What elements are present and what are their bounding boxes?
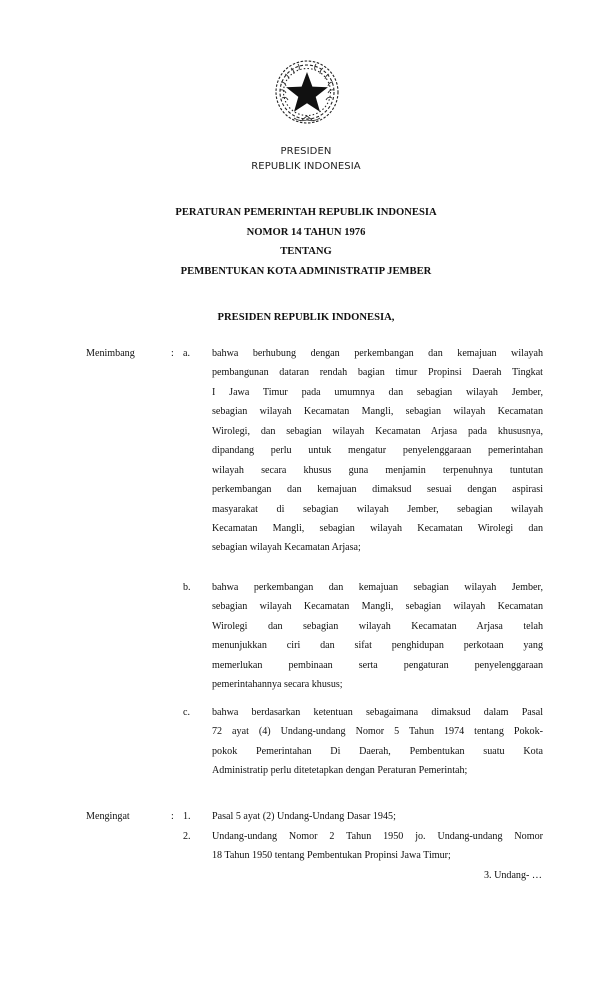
text-line: Kecamatan Mangli, sebagian wilayah Kecamatan Wirolegi dan (212, 522, 543, 534)
menimbang-marker-a: a. (183, 348, 191, 359)
text-line: Administratip perlu ditetetapkan dengan Peraturan Pemerintah; (212, 765, 468, 777)
text-line: sebagian wilayah Kecamatan Mangli, sebagian wilayah Kecamatan (212, 601, 543, 613)
text-line: Wirolegi dan sebagian wilayah Kecamatan Arjasa telah (212, 620, 543, 632)
regulation-tentang: TENTANG (280, 246, 332, 257)
text-line: masyarakat di sebagian wilayah Jember, sebagian wilayah (212, 503, 543, 515)
text-line: wilayah secara khusus guna menjamin terpenuhnya tuntutan (212, 464, 543, 476)
text-line: pokok Pemerintahan Di Daerah, Pembentukan suatu Kota (212, 745, 543, 757)
header-presiden: PRESIDEN (280, 146, 332, 157)
header-republik-indonesia: REPUBLIK INDONESIA (251, 161, 361, 172)
text-line: bahwa perkembangan dan kemajuan sebagian wilayah Jember, (212, 582, 543, 593)
mengingat-item-2 (212, 827, 543, 866)
text-line: sebagian wilayah Kecamatan Arjasa; (212, 542, 361, 554)
regulation-number: NOMOR 14 TAHUN 1976 (246, 227, 366, 238)
text-line: memerlukan pembinaan serta pengaturan penyelenggaraan (212, 659, 543, 671)
text-line: pembangunan dataran rendah bagian timur Propinsi Daerah Tingkat (212, 367, 543, 379)
text-line: 18 Tahun 1950 tentang Pembentukan Propinsi Jawa Timur; (212, 850, 451, 862)
issuer-heading: PRESIDEN REPUBLIK INDONESIA, (217, 312, 395, 323)
menimbang-label: Menimbang (86, 348, 135, 359)
presidential-emblem-icon (272, 58, 342, 128)
text-line: perkembangan dan kemajuan dimaksud sesuai dengan aspirasi (212, 484, 543, 496)
text-line: bahwa berdasarkan ketentuan sebagaimana dimaksud dalam Pasal (212, 707, 543, 718)
mengingat-marker-2: 2. (183, 831, 191, 842)
menimbang-item-c (212, 703, 543, 781)
text-line: pemerintahannya secara khusus; (212, 679, 343, 691)
text-line: I Jawa Timur pada umumnya dan sebagian wilayah Jember, (212, 386, 543, 398)
text-line: 72 ayat (4) Undang-undang Nomor 5 Tahun 1974 tentang Pokok- (212, 726, 543, 738)
menimbang-item-a (212, 344, 543, 558)
mengingat-marker-1: 1. (183, 811, 191, 822)
text-line: Wirolegi, dan sebagian wilayah Kecamatan Arjasa pada khususnya, (212, 425, 543, 437)
text-line: sebagian wilayah Kecamatan Mangli, sebagian wilayah Kecamatan (212, 406, 543, 418)
menimbang-item-b (212, 578, 543, 695)
mengingat-item-1 (212, 807, 543, 826)
text-line: Pasal 5 ayat (2) Undang-Undang Dasar 1945; (212, 811, 396, 822)
text-line: dipandang perlu untuk mengatur penyelenggaraan pemerintahan (212, 445, 543, 457)
menimbang-colon: : (171, 348, 174, 359)
menimbang-marker-c: c. (183, 707, 191, 718)
regulation-title: PERATURAN PEMERINTAH REPUBLIK INDONESIA (175, 207, 437, 218)
text-line: Undang-undang Nomor 2 Tahun 1950 jo. Undang-undang Nomor (212, 831, 543, 842)
mengingat-label: Mengingat (86, 811, 130, 822)
text-line: bahwa berhubung dengan perkembangan dan kemajuan wilayah (212, 348, 543, 359)
text-line: menunjukkan ciri dan sifat penghidupan perkotaan yang (212, 640, 543, 652)
mengingat-colon: : (171, 811, 174, 822)
regulation-subject: PEMBENTUKAN KOTA ADMINISTRATIP JEMBER (180, 266, 432, 277)
menimbang-marker-b: b. (183, 582, 191, 593)
page-continuation: 3. Undang- … (483, 870, 542, 881)
